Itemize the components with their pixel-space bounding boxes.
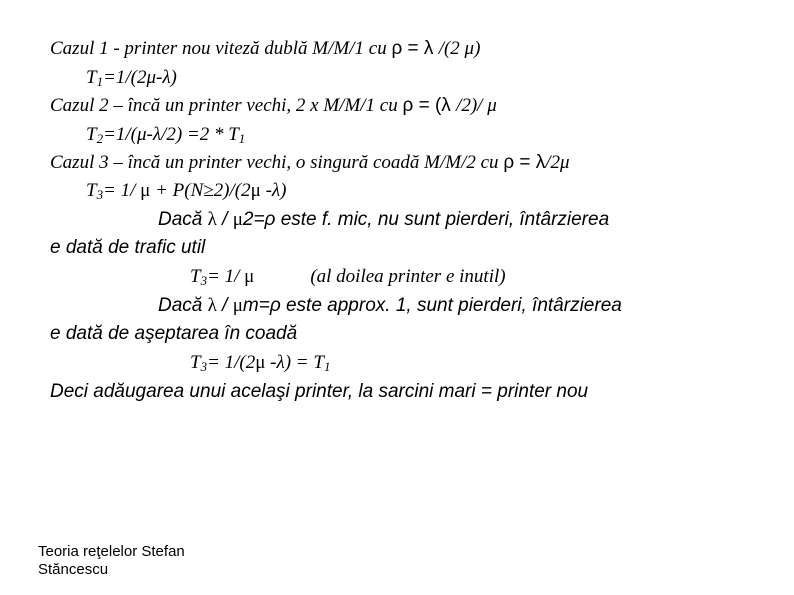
high-traffic-prefix: Dacă bbox=[158, 295, 208, 316]
t3-part-b: + P(N≥2)/(2 bbox=[150, 180, 251, 201]
high-traffic-slash: / bbox=[216, 295, 233, 316]
low-traffic-line-2: e dată de trafic util bbox=[50, 237, 206, 258]
lambda-symbol: λ bbox=[207, 209, 217, 230]
case-1-rho-expression: ρ = λ bbox=[391, 38, 439, 59]
t1-symbol: T bbox=[86, 67, 97, 88]
t3-low-traffic-formula bbox=[190, 266, 506, 289]
high-traffic-text: m=ρ este approx. 1, sunt pierderi, întârzierea bbox=[242, 295, 622, 316]
case-1-rho-rest: /(2 μ) bbox=[438, 38, 481, 59]
low-traffic-slash: / bbox=[216, 209, 233, 230]
case-2-rho-rest: /2)/ μ bbox=[456, 95, 497, 116]
t3-note: (al doilea printer e inutil) bbox=[310, 266, 506, 287]
case-1-line bbox=[50, 39, 480, 58]
case-2-line bbox=[50, 96, 497, 115]
t3-subscript: 3 bbox=[200, 273, 208, 289]
mu-symbol: μ bbox=[232, 295, 243, 316]
conclusion-line: Deci adăugarea unui acelaşi printer, la sarcini mari = printer nou bbox=[50, 381, 589, 402]
case-3-rho-expression: ρ = λ bbox=[503, 152, 546, 173]
t3-symbol: T bbox=[190, 266, 201, 287]
mu-symbol: μ bbox=[140, 180, 151, 201]
mu-symbol: μ bbox=[232, 209, 243, 230]
t3-general-formula bbox=[86, 180, 287, 203]
t1-expression: =1/(2μ-λ) bbox=[103, 67, 177, 88]
footer-line-1: Teoria reţelelor Stefan bbox=[38, 543, 185, 560]
mu-symbol: μ bbox=[244, 266, 255, 287]
t1-subscript: 1 bbox=[323, 359, 331, 375]
case-2-text: Cazul 2 – încă un printer vechi, 2 x M/M/1 cu bbox=[50, 95, 403, 116]
t3-subscript: 3 bbox=[96, 187, 104, 203]
high-traffic-line-2: e dată de aşeptarea în coadă bbox=[50, 323, 298, 344]
case-2-rho-expression: ρ = (λ bbox=[402, 95, 457, 116]
lambda-symbol: λ bbox=[207, 295, 217, 316]
high-traffic-line-1 bbox=[158, 296, 622, 315]
case-3-line bbox=[50, 153, 570, 172]
t2-formula bbox=[86, 124, 246, 147]
t1-subscript: 1 bbox=[96, 74, 104, 90]
t2-subscript: 2 bbox=[96, 131, 104, 147]
t2-t1-subscript: 1 bbox=[238, 131, 246, 147]
t3-part-c: -λ) bbox=[260, 180, 287, 201]
t2-expression: =1/(μ-λ/2) =2 * T bbox=[103, 124, 239, 145]
case-3-rho-rest: /2μ bbox=[545, 152, 570, 173]
case-3-text: Cazul 3 – încă un printer vechi, o singură coadă M/M/2 cu bbox=[50, 152, 504, 173]
t3-symbol: T bbox=[190, 352, 201, 373]
case-1-text: Cazul 1 - printer nou viteză dublă M/M/1 cu bbox=[50, 38, 392, 59]
t3-part-b: -λ) = T bbox=[265, 352, 324, 373]
low-traffic-prefix: Dacă bbox=[158, 209, 208, 230]
t2-symbol: T bbox=[86, 124, 97, 145]
t3-symbol: T bbox=[86, 180, 97, 201]
t3-part-a: = 1/ bbox=[103, 180, 141, 201]
footer bbox=[38, 543, 185, 579]
low-traffic-text: 2=ρ este f. mic, nu sunt pierderi, întârzierea bbox=[242, 209, 610, 230]
t3-subscript: 3 bbox=[200, 359, 208, 375]
t3-high-traffic-formula bbox=[190, 352, 331, 375]
t3-part-a: = 1/(2 bbox=[207, 352, 256, 373]
t3-part-a: = 1/ bbox=[207, 266, 245, 287]
mu-symbol: μ bbox=[250, 180, 261, 201]
footer-line-2: Stăncescu bbox=[38, 561, 109, 578]
t1-formula bbox=[86, 67, 177, 90]
low-traffic-line-1 bbox=[158, 210, 609, 229]
mu-symbol: μ bbox=[255, 352, 266, 373]
